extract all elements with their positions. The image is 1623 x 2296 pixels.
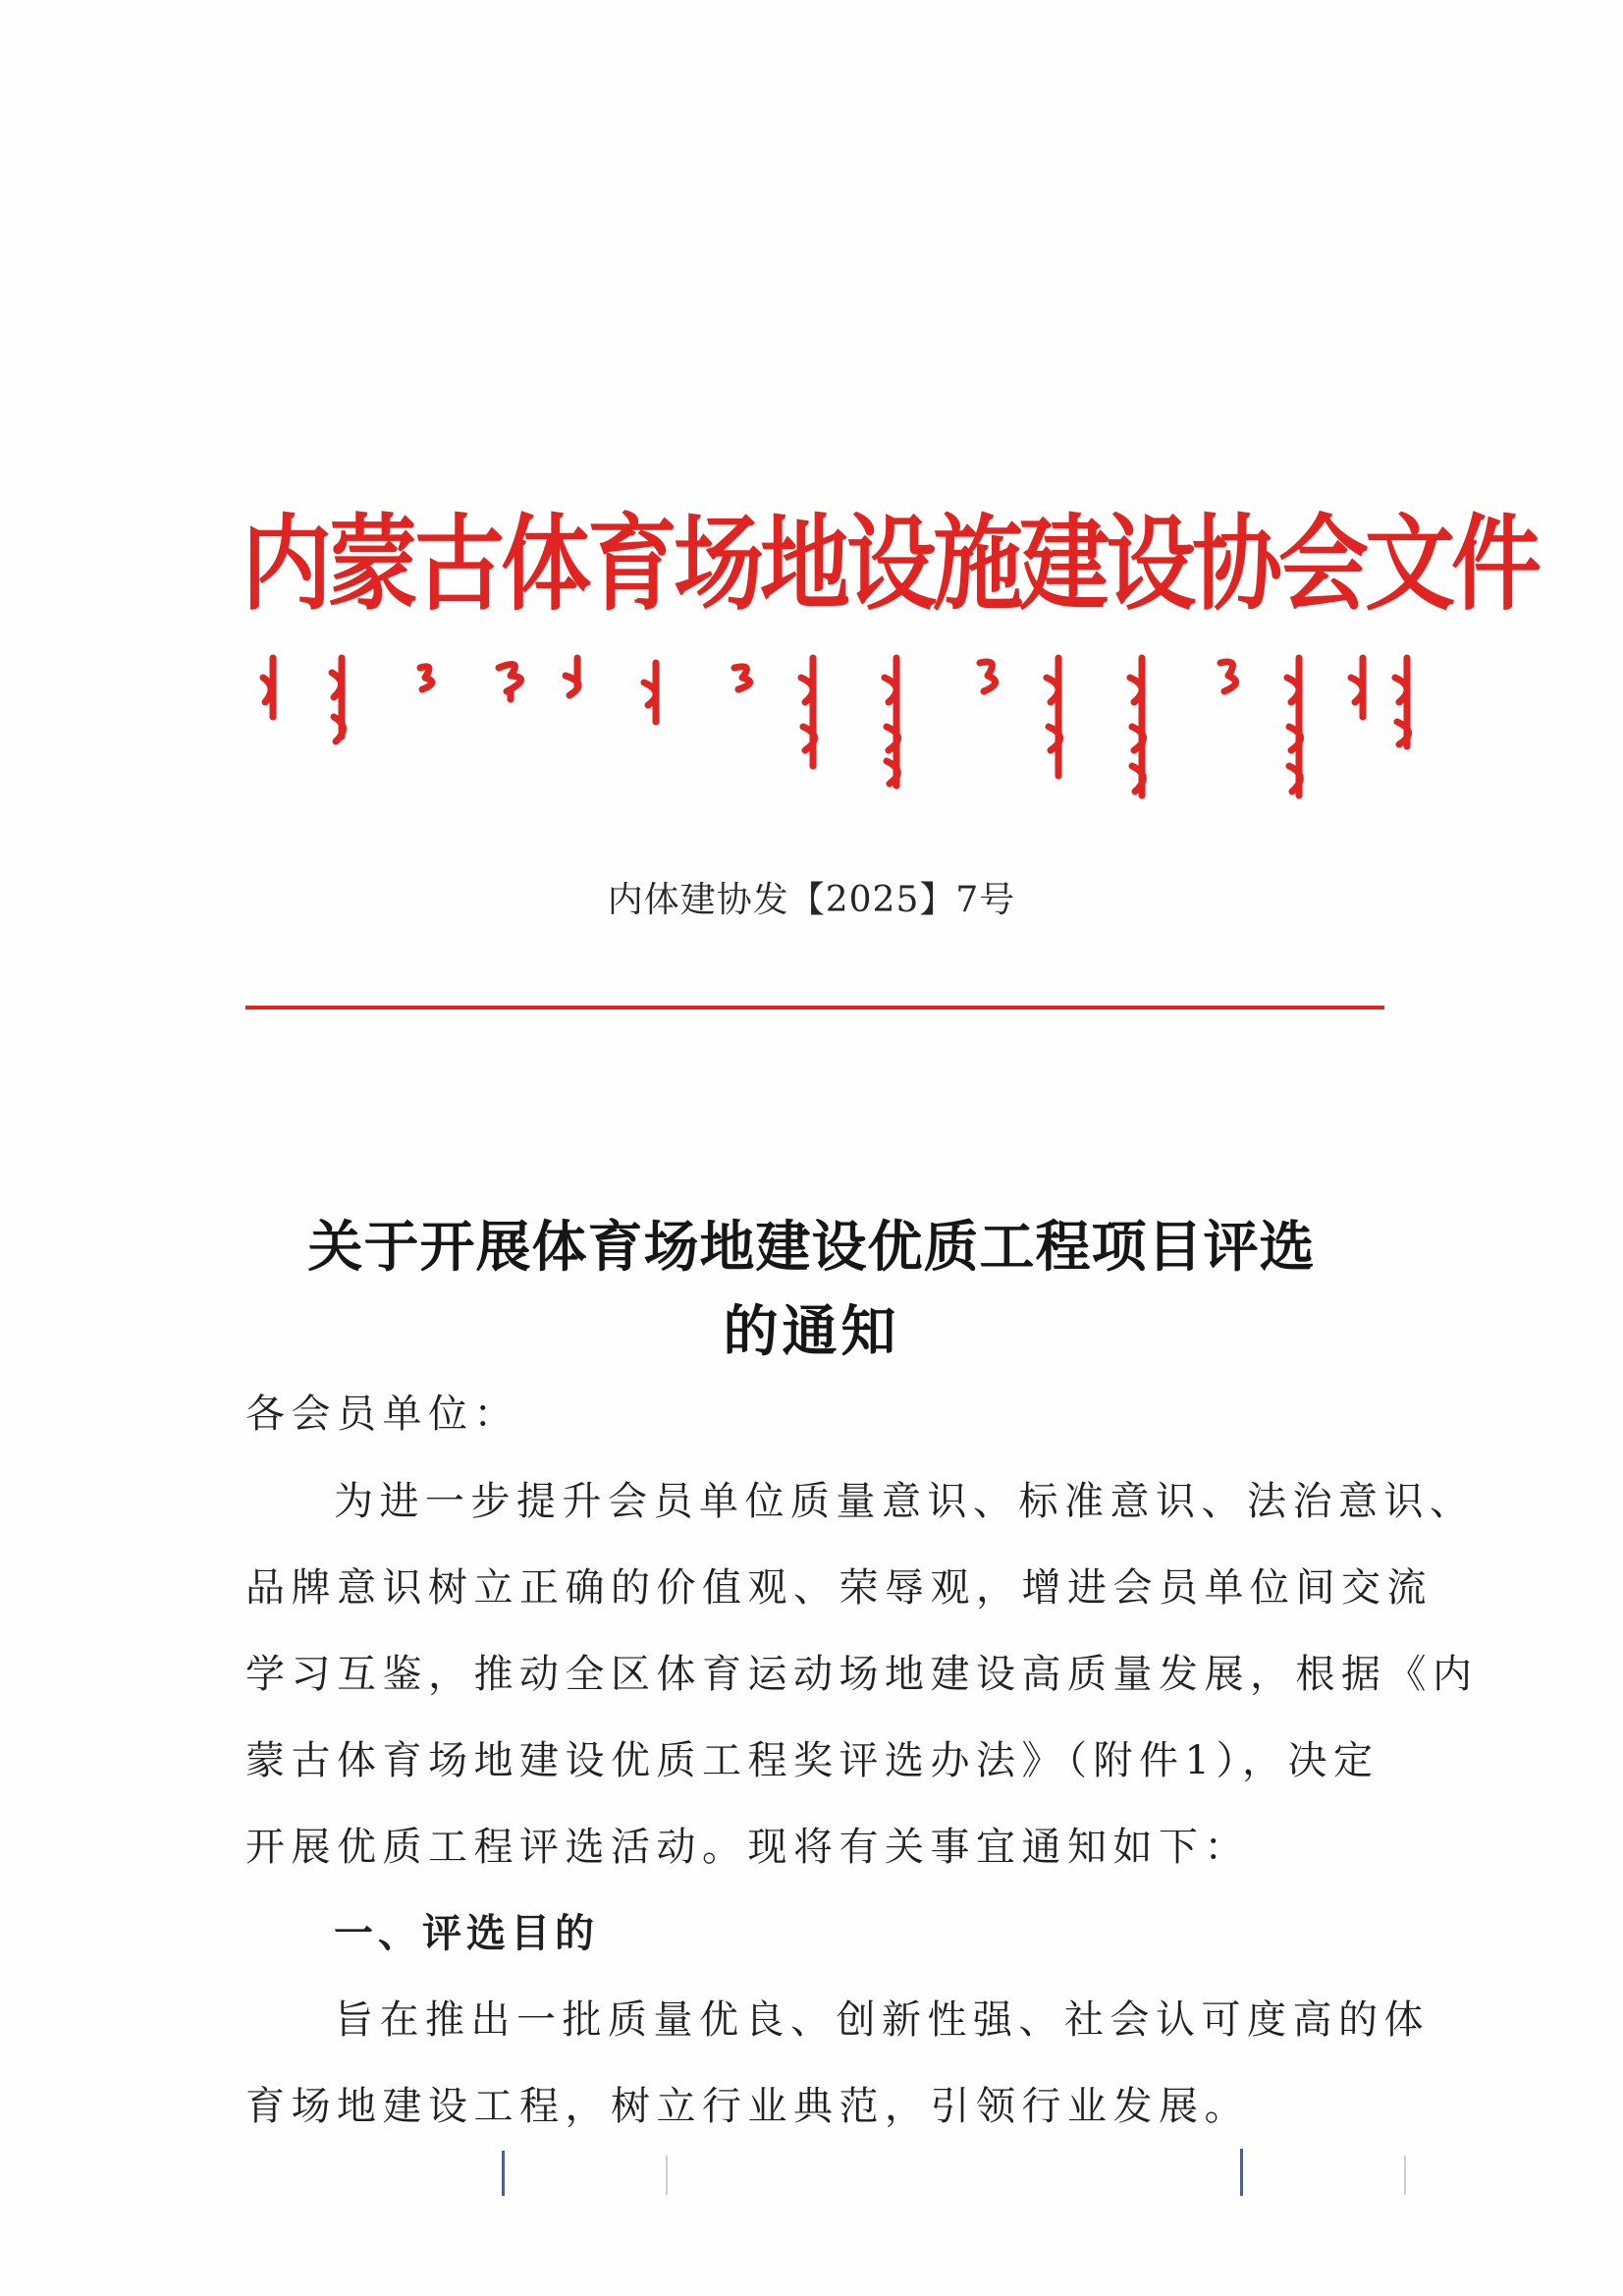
notice-title-line-1: 关于开展体育场地建设优质工程项目评选 <box>307 1216 1316 1280</box>
notice-title-line-2: 的通知 <box>723 1300 900 1364</box>
binding-mark-right <box>1240 2149 1243 2196</box>
document-number: 内体建协发【2025】7号 <box>607 880 1016 920</box>
body-paragraph-line: 品牌意识树立正确的价值观、荣辱观，增进会员单位间交流 <box>245 1565 1433 1611</box>
section-heading: 一、评选目的 <box>334 1911 599 1956</box>
body-paragraph-line: 为进一步提升会员单位质量意识、标准意识、法治意识、 <box>334 1479 1476 1524</box>
issuing-organization-title: 内蒙古体育场地设施建设协会文件 <box>242 504 1539 626</box>
scan-speck <box>666 2156 668 2195</box>
scan-speck <box>1404 2156 1406 2195</box>
salutation: 各会员单位： <box>245 1392 519 1437</box>
mongolian-script-title <box>253 648 1422 805</box>
body-paragraph-line: 蒙古体育场地建设优质工程奖评选办法》（附件1），决定 <box>245 1738 1380 1783</box>
body-paragraph-line: 旨在推出一批质量优良、创新性强、社会认可度高的体 <box>334 1997 1430 2043</box>
red-divider-line <box>245 1006 1384 1010</box>
body-paragraph-line: 学习互鉴，推动全区体育运动场地建设高质量发展，根据《内 <box>245 1652 1479 1697</box>
body-paragraph-line: 开展优质工程评选活动。现将有关事宜通知如下： <box>245 1825 1250 1870</box>
binding-mark-left <box>502 2151 505 2196</box>
body-paragraph-line: 育场地建设工程，树立行业典范，引领行业发展。 <box>245 2084 1250 2129</box>
